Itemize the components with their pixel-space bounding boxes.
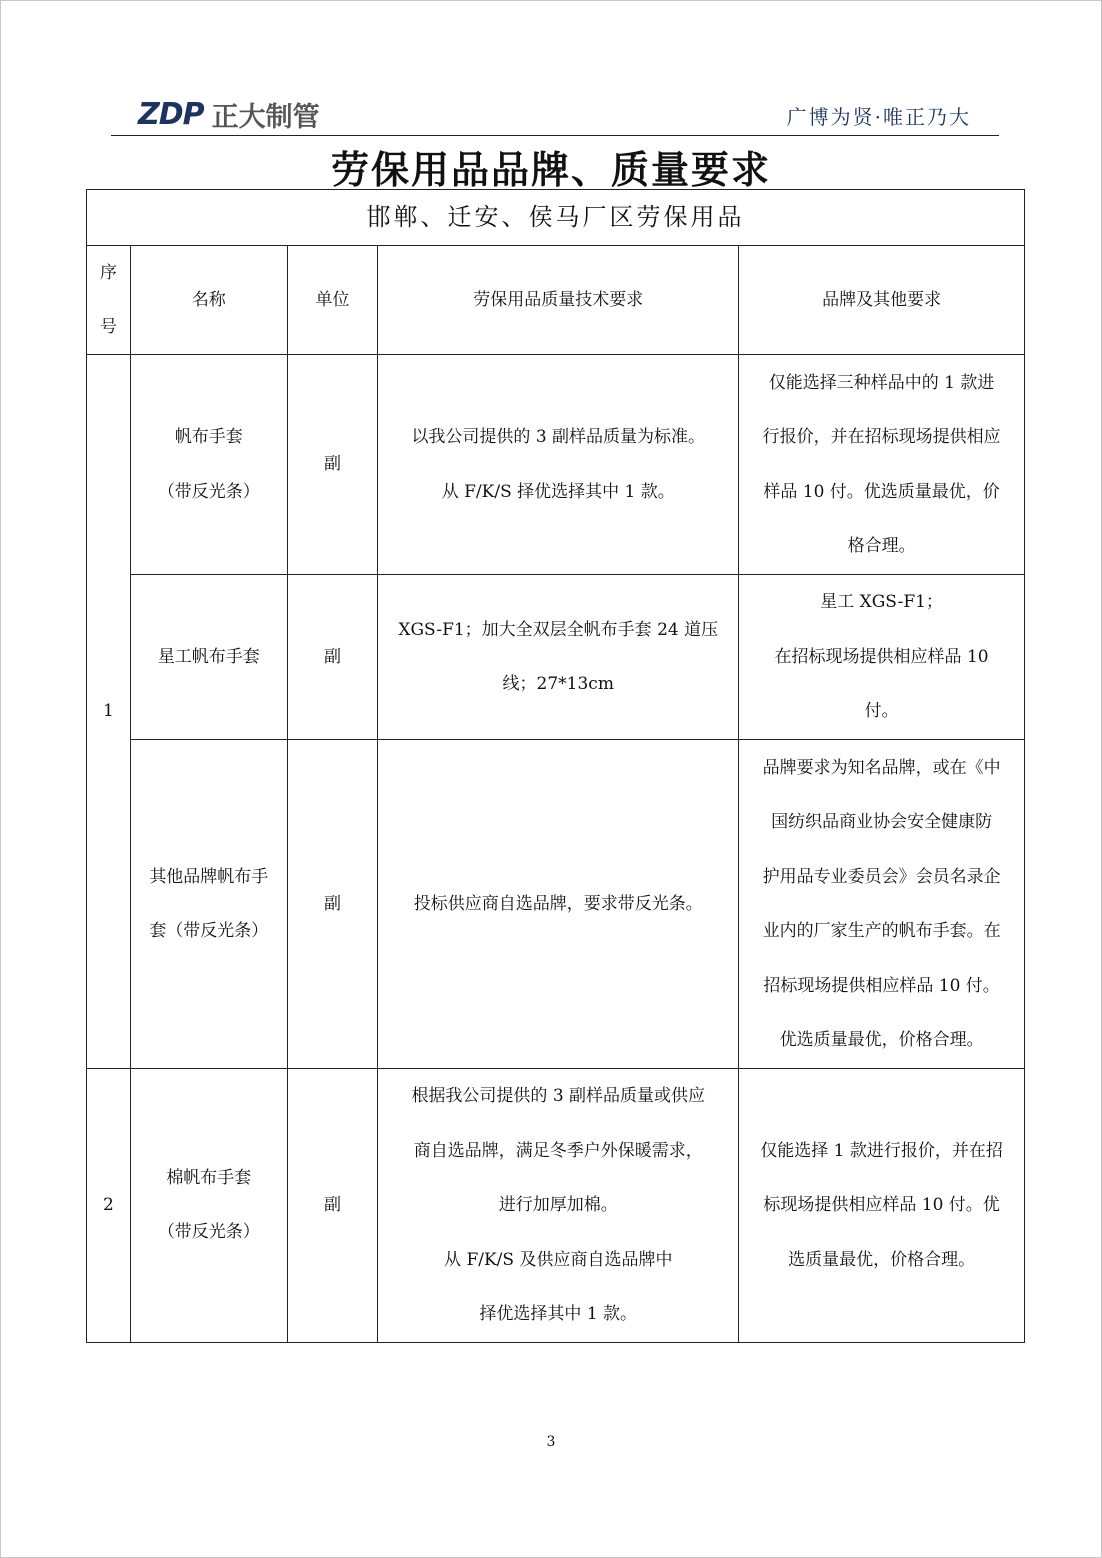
row-brand: [739, 1069, 1025, 1343]
row-name: [130, 575, 287, 740]
logo-chinese: 正大制管: [211, 102, 320, 133]
row-no: 2: [87, 1069, 131, 1343]
row-spec: [378, 575, 739, 740]
text-line: 从 F/K/S 及供应商自选品牌中: [444, 1249, 673, 1270]
logo-latin: ZDP: [138, 97, 204, 132]
text-line: 仅能选择 1 款进行报价，并在招: [760, 1140, 1003, 1161]
text-line: 标现场提供相应样品 10 付。优: [763, 1195, 1000, 1215]
text-line: 行报价，并在招标现场提供相应: [762, 427, 1001, 447]
table-subtitle: 邯郸、迁安、侯马厂区劳保用品: [87, 190, 1025, 246]
row-brand: [739, 355, 1025, 575]
row-brand: [739, 575, 1025, 740]
row-name: [130, 740, 287, 1069]
table-row: [87, 740, 1025, 1069]
text-line: 选质量最优，价格合理。: [788, 1249, 976, 1270]
table-row: [87, 575, 1025, 740]
text-line: 商自选品牌，满足冬季户外保暖需求，: [413, 1140, 703, 1161]
row-name: [130, 355, 287, 575]
row-no: 1: [87, 355, 131, 1069]
header-divider: [111, 135, 999, 136]
row-spec: [378, 355, 739, 575]
text-line: 号: [99, 317, 117, 337]
table-row: [87, 1069, 1025, 1343]
row-unit: 副: [287, 355, 378, 575]
table-row: [87, 355, 1025, 575]
requirements-table: [86, 189, 1025, 1343]
text-line: 投标供应商自选品牌，要求带反光条。: [413, 893, 703, 914]
text-line: （带反光条）: [157, 1222, 260, 1243]
text-line: 星工 XGS-F1；: [820, 592, 943, 613]
text-line: 优选质量最优，价格合理。: [779, 1030, 984, 1050]
text-line: 以我公司提供的 3 副样品质量为标准。: [411, 427, 706, 447]
row-unit: 副: [287, 575, 378, 740]
text-line: 帆布手套: [174, 427, 243, 447]
text-line: 其他品牌帆布手: [149, 866, 269, 887]
header-unit: 单位: [287, 246, 378, 355]
text-line: 护用品专业委员会》会员名录企: [762, 866, 1001, 887]
text-line: 国纺织品商业协会安全健康防: [771, 812, 993, 832]
text-line: XGS-F1；加大全双层全帆布手套 24 道压: [398, 619, 719, 640]
text-line: （带反光条）: [157, 481, 260, 502]
text-line: 序: [99, 263, 117, 283]
text-line: 棉帆布手套: [166, 1167, 252, 1188]
text-line: 格合理。: [847, 536, 916, 556]
row-unit: 副: [287, 1069, 378, 1343]
row-spec: [378, 740, 739, 1069]
text-line: 样品 10 付。优选质量最优，价: [763, 481, 1000, 502]
text-line: 线；27*13cm: [502, 674, 614, 694]
text-line: 套（带反光条）: [149, 921, 269, 941]
text-line: 品牌要求为知名品牌，或在《中: [762, 757, 1001, 778]
text-line: 在招标现场提供相应样品 10: [774, 646, 989, 667]
text-line: 仅能选择三种样品中的 1 款进: [768, 372, 995, 393]
header-spec: 劳保用品质量技术要求: [378, 246, 739, 355]
header-no: [87, 246, 131, 355]
row-brand: [739, 740, 1025, 1069]
text-line: 星工帆布手套: [157, 646, 260, 667]
company-motto: 广博为贤·唯正乃大: [786, 105, 971, 129]
text-line: 根据我公司提供的 3 副样品质量或供应: [411, 1086, 706, 1106]
header-name: 名称: [130, 246, 287, 355]
header-brand: 品牌及其他要求: [739, 246, 1025, 355]
text-line: 业内的厂家生产的帆布手套。在: [762, 921, 1001, 941]
document-title: 劳保用品品牌、质量要求: [330, 147, 771, 192]
company-logo: [138, 95, 320, 134]
row-name: [130, 1069, 287, 1343]
text-line: 从 F/K/S 择优选择其中 1 款。: [441, 481, 675, 502]
page-number: 3: [546, 1434, 556, 1450]
table-header-row: [87, 246, 1025, 355]
text-line: 择优选择其中 1 款。: [479, 1304, 638, 1324]
text-line: 招标现场提供相应样品 10 付。: [763, 975, 1000, 996]
text-line: 付。: [864, 701, 899, 722]
row-unit: 副: [287, 740, 378, 1069]
row-spec: [378, 1069, 739, 1343]
text-line: 进行加厚加棉。: [498, 1195, 618, 1215]
